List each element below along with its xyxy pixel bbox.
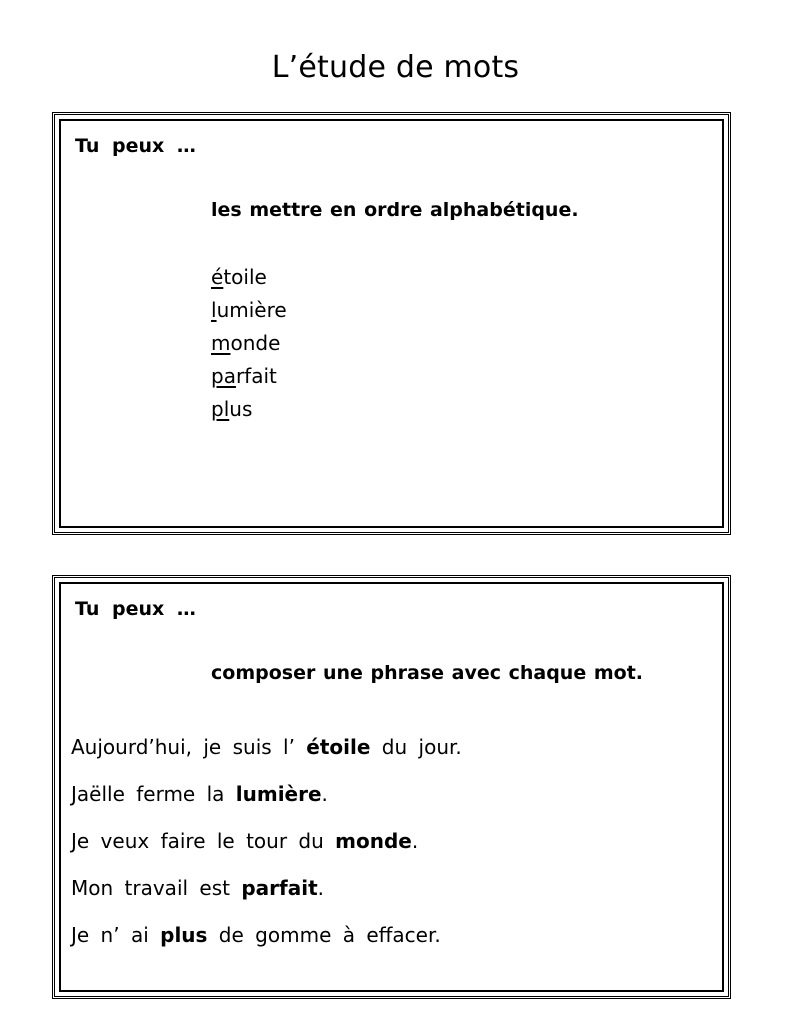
word-rest: us (229, 397, 253, 421)
list-item (211, 294, 287, 327)
word-underlined-part: é (211, 265, 224, 289)
card-intro: Tu peux … (75, 135, 196, 157)
sentence-before: Mon travail est (71, 876, 242, 900)
sentence-after: du jour. (370, 735, 462, 759)
sentence-keyword: monde (335, 829, 412, 853)
list-item (211, 360, 287, 393)
word-rest: rfait (235, 364, 277, 388)
sentence-card (52, 575, 731, 999)
word-list (211, 261, 287, 426)
alphabetical-order-card (52, 112, 731, 535)
sentence-keyword: lumière (235, 782, 322, 806)
sentence-item (71, 818, 462, 865)
word-underlined-part: pl (211, 397, 230, 421)
card-inner-frame (59, 119, 724, 528)
word-rest: onde (230, 331, 281, 355)
sentence-item (71, 771, 462, 818)
sentence-after: . (411, 829, 419, 853)
page-title: L’étude de mots (271, 50, 520, 85)
card-instruction: composer une phrase avec chaque mot. (211, 662, 643, 684)
word-rest: umière (216, 298, 287, 322)
sentence-item (71, 724, 462, 771)
sentence-before: Jaëlle ferme la (71, 782, 236, 806)
sentence-before: Je n’ ai (71, 923, 161, 947)
sentence-item (71, 912, 462, 959)
card-intro: Tu peux … (75, 598, 196, 620)
sentence-before: Aujourd’hui, je suis l’ (71, 735, 307, 759)
sentence-item (71, 865, 462, 912)
card-inner-frame (59, 582, 724, 992)
sentence-after: de gomme à effacer. (207, 923, 441, 947)
word-underlined-part: m (211, 331, 231, 355)
list-item (211, 393, 287, 426)
sentence-keyword: étoile (306, 735, 371, 759)
list-item (211, 261, 287, 294)
sentence-before: Je veux faire le tour du (71, 829, 336, 853)
sentence-keyword: plus (160, 923, 208, 947)
card-instruction: les mettre en ordre alphabétique. (211, 199, 579, 221)
sentence-keyword: parfait (241, 876, 318, 900)
word-rest: toile (223, 265, 267, 289)
sentence-after: . (317, 876, 324, 900)
word-underlined-part: pa (211, 364, 236, 388)
sentence-after: . (321, 782, 328, 806)
list-item (211, 327, 287, 360)
word-underlined-part: l (211, 298, 217, 322)
sentence-list (71, 724, 462, 959)
